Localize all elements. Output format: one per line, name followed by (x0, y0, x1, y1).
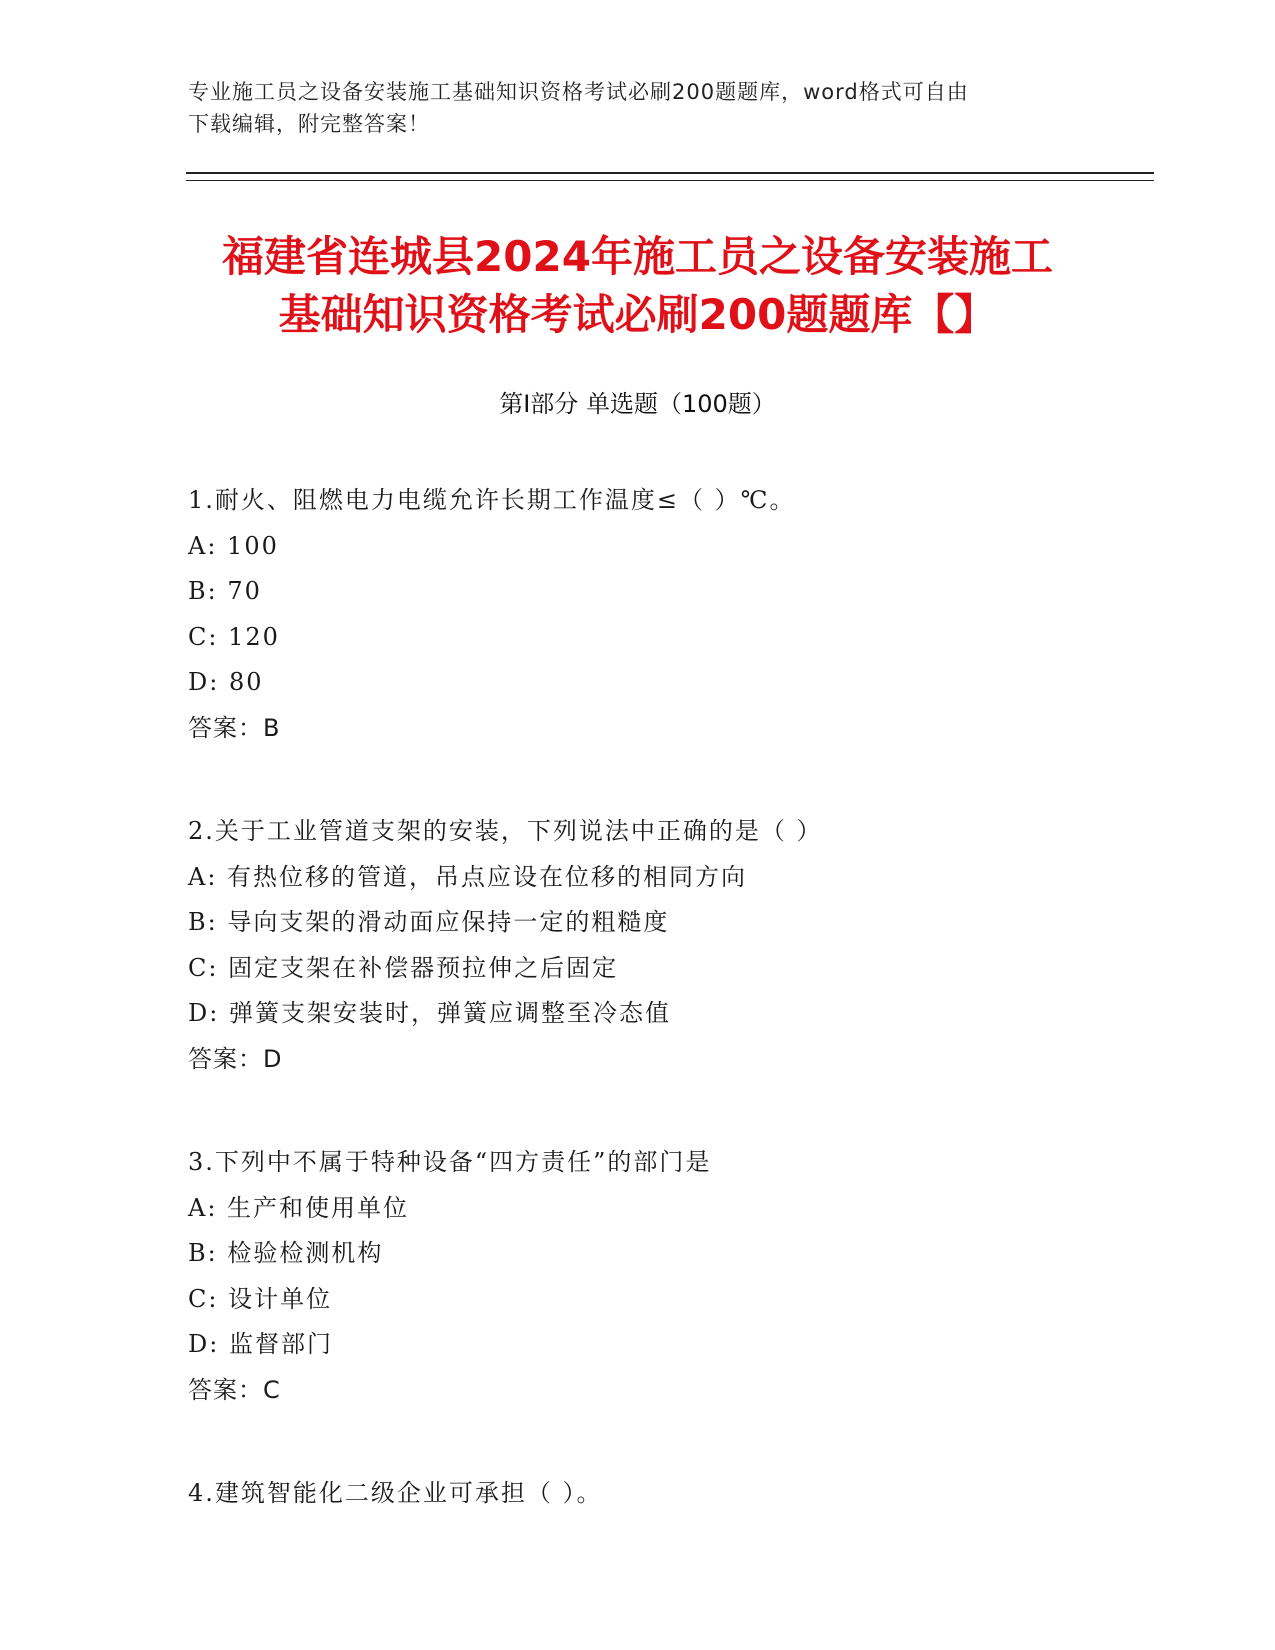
question-3 (188, 1140, 1148, 1413)
answer: 答案：D (188, 1044, 283, 1073)
option-a: A: 100 (188, 531, 279, 560)
question-stem: 2.关于工业管道支架的安装，下列说法中正确的是（ ） (188, 817, 823, 845)
option-d: D: 80 (188, 668, 264, 696)
answer: 答案：C (188, 1375, 281, 1404)
section-heading: 第Ⅰ部分 单选题（100题） (499, 390, 776, 418)
option-c: C: 设计单位 (188, 1284, 333, 1313)
question-stem: 3.下列中不属于特种设备“四方责任”的部门是 (188, 1148, 712, 1176)
header-rule-thin (186, 180, 1154, 181)
header-note-line-2: 下载编辑，附完整答案！ (188, 112, 430, 136)
option-c: C: 固定支架在补偿器预拉伸之后固定 (188, 953, 619, 982)
question-2 (188, 809, 1148, 1082)
document-title-line-1: 福建省连城县2024年施工员之设备安装施工 (222, 232, 1053, 281)
question-4 (188, 1471, 1148, 1517)
document-title-line-2: 基础知识资格考试必刷200题题库【】 (278, 290, 997, 339)
option-d: D: 弹簧支架安装时，弹簧应调整至冷态值 (188, 999, 671, 1027)
document-title (150, 228, 1125, 344)
question-list (188, 478, 1148, 1575)
header-note (188, 76, 1088, 140)
option-c: C: 120 (188, 622, 280, 651)
question-stem: 4.建筑智能化二级企业可承担（ ）。 (188, 1479, 603, 1507)
option-b: B: 70 (188, 577, 262, 605)
option-a: A: 有热位移的管道，吊点应设在位移的相同方向 (188, 862, 748, 891)
header-note-line-1: 专业施工员之设备安装施工基础知识资格考试必刷200题题库，word格式可自由 (188, 80, 969, 104)
option-d: D: 监督部门 (188, 1330, 333, 1358)
option-a: A: 生产和使用单位 (188, 1193, 410, 1222)
option-b: B: 导向支架的滑动面应保持一定的粗糙度 (188, 908, 670, 936)
header-rule-thick (186, 172, 1154, 174)
option-b: B: 检验检测机构 (188, 1239, 384, 1267)
question-1 (188, 478, 1148, 751)
answer: 答案：B (188, 713, 281, 742)
question-stem: 1.耐火、阻燃电力电缆允许长期工作温度≤（ ）℃。 (188, 486, 796, 514)
